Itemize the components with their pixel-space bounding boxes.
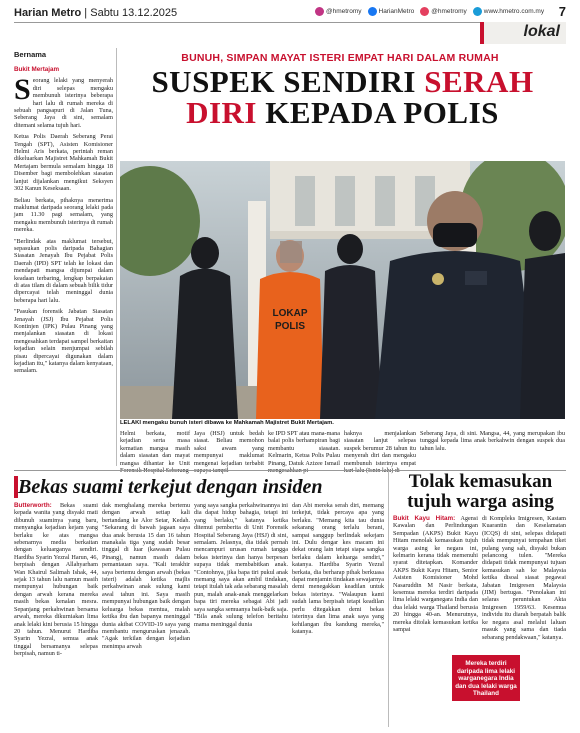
article-left-column — [14, 66, 113, 379]
pull-quote: Mereka terdiri daripada lima lelaki warganegara India dan dua lelaki warga Thailand — [452, 655, 520, 701]
paragraph: "Pasukan forensik Jabatan Siasatan Jenayah (JSJ) Ibu Pejabat Polis Kontinjen (IPK) Pulau Pinang yang menjalankan siasatan di lokasi mengesahkan terdapat sampel berkaitan kejadian selain menjumpai sebilah pisau dipercayai digunakan dalam kejadian itu," katanya dalam kenyataan, semalam. — [14, 308, 113, 375]
social-links — [315, 7, 544, 16]
page-number: 7 — [558, 4, 566, 19]
story2-headline: Bekas suami terkejut dengan insiden — [18, 476, 323, 498]
svg-text:LOKAP: LOKAP — [272, 308, 308, 319]
story2-column-4: dan Abi mereka serah diri, memang terkejut, tidak percaya apa yang berlaku. "Memang kita tau dunia sekarang orang terlalu berani, sampai sanggup berlindak sekejam ini. Dulu dengar kes macam ini dekat orang lain tetapi siapa sangka berlaku dalam keluarga sendiri," katanya. Hardiba Syarin Yezral berkata, dia berharap pihak berkuasa dapat menjamin tindakan sewajarnya demi menegakkan keadilan untuk bekas isterinya. "Walaupun kami sudah lama berpisah tetapi keadilan perlu ditegakkan demi bekas isterinya dan lima anak saya yang kehilangan ibu kandung mereka," katanya. — [292, 502, 384, 635]
social-instagram: @hmetromy — [315, 7, 362, 16]
article-column-4: ke IPD SPT atau mana-mana balai polis berhampiran bagi membantu siasatan. Kelmarin, Ketua Polis Pulau Pinang, Datuk Azizee Ismail — [268, 430, 340, 467]
photo-caption: LELAKI mengaku bunuh isteri dibawa ke Mahkamah Majistret Bukit Mertajam. — [120, 420, 334, 426]
facebook-icon — [368, 7, 377, 16]
dateline: Bukit Mertajam — [14, 66, 60, 73]
story2-column-3: yang saya sangka perkahwinannya ini dia dapat hidup bahagia, tetapi ini yang berlaku," katanya ketika ditemui pemberita di Unit Forensik Hospital Seberang Jaya (HSJ) di sini, semalam. Jelasnya, dia tidak pernah mencampuri urusan rumah tangga bekas isterinya dan hanya berpesan supaya tidak membabitkan anak. "Contohnya, jika bapa tiri pukul anak memang saya akan ambil tindakan, tetapi itulah tak ada sebarang masalah pun, malah anak-anak menggelarkan bapa tiri mereka sebagai Abi jadi saya sangka semuanya baik-baik saja. "Bila anak sulung telefon beritahu mama meninggal dunia — [194, 502, 288, 628]
story2-column-1: Butterworth: Bekas suami kepada wanita yang disyaki mati dibunuh suaminya yang baru, menyangka kejadian kejam yang berlaku ke atas mangsa sebenarnya media berkaitan dengan keluarganya sendiri. Hardiba Syarin Yezral Harun, 46, berpisah dengan Allahyarham Wan Khairul Salimah Ishak, 44, sejak 13 tahun lalu namun masih mempunyai hubungan baik dengan arwah kerana mereka masih bekas kenalan mesra. Sepanjang perkahwinan bersama arwah, mereka dikurniakan lima anak lelaki kini berusia 15 hingga 20 tahun. Menurut Hardiba Syarin Yezral, semua anak tinggal bersamanya selepas berpisah, namun ti- — [14, 502, 98, 658]
photo-illustration — [120, 161, 565, 419]
masthead: Harian Metro | Sabtu 13.12.2025 — [14, 7, 178, 19]
kicker: BUNUH, SIMPAN MAYAT ISTERI EMPAT HARI DALAM RUMAH — [181, 52, 499, 64]
article-column-6: Seberang Jaya, di sini. Mangsa, 44, yang merupakan ibu tunggal kepada lima anak berkahwin dengan suspek dua tahun lalu. — [420, 430, 565, 452]
byline: Bernama — [14, 50, 47, 59]
social-tiktok: @hmetromy — [420, 7, 467, 16]
paragraph: Ketua Polis Daerah Seberang Perai Tengah (SPT), Asisten Komisioner Helmi Aris berkata, perintah reman dikeluarkan Majistret Mahkamah Bukit Mertajam bermula semalam hingga 18 Disember bagi membolehkan siasatan lanjut dijalankan mengikut Seksyen 302 Kanun Keseksaan. — [14, 133, 113, 193]
story3-column-1: Bukit Kayu Hitam: Agensi Kawalan dan Perlindungan Sempadan (AKPS) Bukit Kayu Hitam menolak kemasukan tujuh warga asing ke negara ini, kelmarin kerana tidak memenuhi syarat ditetapkan. Komander AKPS Bukit Kayu Hitam, Senior Asisten Komisioner Mohd Nasaruddin M Nasir berkata, kesemua mereka terdiri daripada lima lelaki warganegara India dan dua lelaki warga Thailand berusia 20 hingga 40-an. Menurutnya, mereka ditolak kemasukan ketika sampai — [393, 515, 478, 634]
web-icon — [473, 7, 482, 16]
paragraph: "Berlindak atas maklumat tersebut, sepasukan polis daripada Bahagian Siasatan Jenayah Ibu Pejabat Polis Daerah (IPD) SPT telah ke lokasi dan mendapati mangsa dijumpai dalam keadaan terbaring, lengkap berpakaian di atas tilam di dalam sebuah bilik tidur dipercayai telah meninggal dunia beberapa hari lalu. — [14, 237, 113, 304]
instagram-icon — [315, 7, 324, 16]
article-column-2: Helmi berkata, motif kejadian serta masa kematian mangsa masih dalam siasatan dan mayat mangsa dihantar ke Unit — [120, 430, 190, 467]
tiktok-icon — [420, 7, 429, 16]
social-facebook: HarianMetro — [368, 7, 415, 16]
social-web: www.hmetro.com.my — [473, 7, 544, 16]
news-photo — [120, 161, 565, 419]
brand-name: Harian Metro — [14, 7, 82, 19]
lead-paragraph: Seorang lelaki yang menyerah diri selepas mengaku membunuh isterinya beberapa hari lalu di rumah mereka di sebuah pangsapuri di Jalan Tuna, Seberang Jaya di sini, semalam ditemani selama tujuh hari. — [14, 73, 113, 129]
section-name: lokal — [523, 23, 560, 40]
page-header — [0, 0, 580, 42]
article-column-5: haknya menjalankan siasatan lanjut selepas suspek berumur 28 tahun itu menyerah diri dan mengaku membunuh isterinya empat — [344, 430, 416, 467]
rubric-accent — [480, 22, 484, 44]
story3-headline: Tolak kemasukan tujuh warga asing — [407, 471, 554, 512]
drop-cap: S — [14, 73, 31, 107]
story2-column-2: dak menghalang mereka bertemu dengan arwah setiap kali bertandang ke Alor Setar, Kedah. "Sekarang di bawah jagaan saya dua anak berusia 15 dan 16 tahun manakala tiga yang sudah besar tinggal di luar (kawasan Pulau Pinang), namun masih dalam pemantauan saya. "Kali terakhir saya bertemu dengan arwah (bekas isteri) adalah ketika majlis perkahwinan anak sulung kami awal tahun ini. Saya masih mempunyai hubungan baik dengan keluarga bekas mentua, malah ketika ibu dan bapanya meninggal dunia akibat COVID-19 saya yang membantu menguruskan jenazah. "Agak terkilan dengan kejadian menimpa arwah — [102, 502, 190, 650]
column-divider — [388, 472, 389, 727]
issue-date: Sabtu 13.12.2025 — [90, 7, 178, 19]
story3-column-2: di Kompleks Imigresen, Kastam Kuarantin dan Keselamatan (ICQS) di sini, selepas didapati tidak mempunyai tempahan tiket pulang yang sah, disyaki bukan pelancong tulen. "Mereka didapati tidak mempunyai tujuan kemasukan sah ke Malaysia ketika disoal siasat pegawai Jabatan Imigresen Malaysia (JIM) bertugas. "Penolakan ini selaras peruntukan Akta Imigresen 1959/63. Kesemua individu itu diarah berpatah balik ke negara asal melalui laluan masuk yang sama dan tiada sebarang pendakwaan," katanya. — [482, 515, 566, 641]
article-column-3: Jaya (HSJ) untuk bedah siasat. Beliau memohon saksi awam yang mempunyai maklumat mengenai kejadian terbabit — [194, 430, 264, 467]
headline: SUSPEK SENDIRI SERAH DIRI KEPADA POLIS — [151, 64, 534, 130]
svg-text:POLIS: POLIS — [274, 321, 306, 332]
column-divider — [116, 48, 117, 466]
section-rubric — [480, 22, 566, 44]
paragraph: Beliau berkata, pihaknya menerima maklumat daripada seorang lelaki pada jam 11.30 pagi semalam, yang mengaku membunuh isterinya di rumah mereka. — [14, 196, 113, 234]
